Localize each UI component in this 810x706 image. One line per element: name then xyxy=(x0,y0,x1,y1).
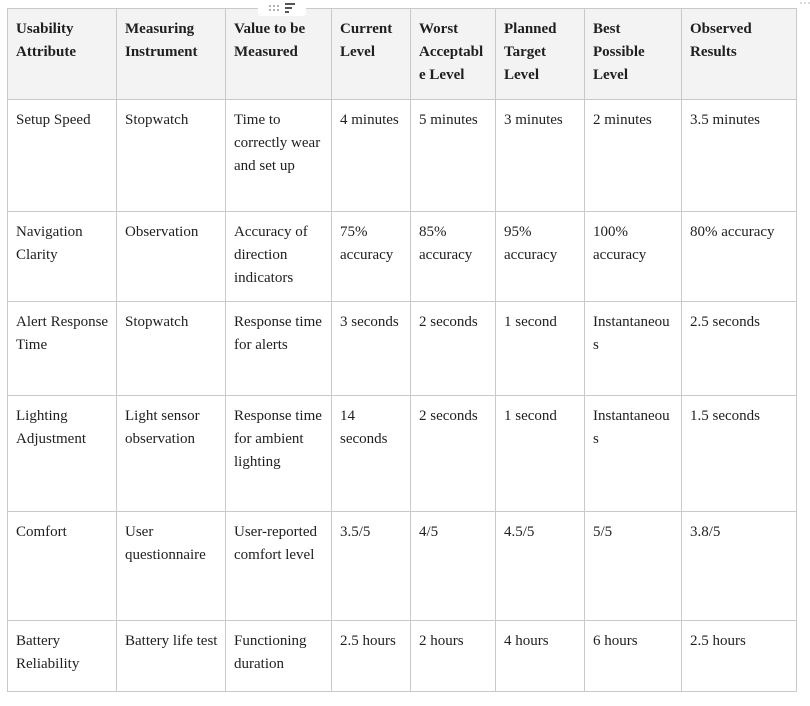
table-cell[interactable]: 3.5/5 xyxy=(332,512,411,621)
header-cell[interactable]: Planned Target Level xyxy=(496,9,585,100)
table-cell[interactable]: 85% accuracy xyxy=(411,212,496,302)
table-cell[interactable]: Comfort xyxy=(8,512,117,621)
table-cell[interactable]: 2.5 seconds xyxy=(682,302,797,396)
table-cell[interactable]: 2.5 hours xyxy=(682,621,797,692)
align-left-icon[interactable] xyxy=(285,3,295,13)
drag-dots-icon[interactable] xyxy=(269,5,279,11)
table-cell[interactable]: 100% accuracy xyxy=(585,212,682,302)
table-cell[interactable]: Stopwatch xyxy=(117,302,226,396)
header-cell[interactable]: Usability Attribute xyxy=(8,9,117,100)
table-cell[interactable]: Functioning duration xyxy=(226,621,332,692)
header-cell[interactable]: Worst Acceptable Level xyxy=(411,9,496,100)
table-cell[interactable]: 1.5 seconds xyxy=(682,396,797,512)
table-cell[interactable]: User questionnaire xyxy=(117,512,226,621)
header-cell[interactable]: Measuring Instrument xyxy=(117,9,226,100)
table-cell[interactable]: 95% accuracy xyxy=(496,212,585,302)
table-cell[interactable]: Setup Speed xyxy=(8,100,117,212)
table-cell[interactable]: Response time for ambient lighting xyxy=(226,396,332,512)
more-dots-icon[interactable] xyxy=(800,0,810,6)
header-cell[interactable]: Value to be Measured xyxy=(226,9,332,100)
table-row xyxy=(8,621,797,692)
table-cell[interactable]: 3 minutes xyxy=(496,100,585,212)
table-cell[interactable]: 2 hours xyxy=(411,621,496,692)
header-row xyxy=(8,9,797,100)
table-cell[interactable]: Battery life test xyxy=(117,621,226,692)
table-cell[interactable]: 3.8/5 xyxy=(682,512,797,621)
table-row xyxy=(8,396,797,512)
table-cell[interactable]: Battery Reliability xyxy=(8,621,117,692)
table-row xyxy=(8,212,797,302)
table-cell[interactable]: 5/5 xyxy=(585,512,682,621)
table-row xyxy=(8,302,797,396)
table-cell[interactable]: 1 second xyxy=(496,302,585,396)
table-cell[interactable]: 1 second xyxy=(496,396,585,512)
table-cell[interactable]: Instantaneous xyxy=(585,396,682,512)
table-cell[interactable]: 2 seconds xyxy=(411,396,496,512)
table-cell[interactable]: Time to correctly wear and set up xyxy=(226,100,332,212)
table-cell[interactable]: Accuracy of direction indicators xyxy=(226,212,332,302)
table-cell[interactable]: Stopwatch xyxy=(117,100,226,212)
table-cell[interactable]: Instantaneous xyxy=(585,302,682,396)
table-cell[interactable]: 3.5 minutes xyxy=(682,100,797,212)
table-cell[interactable]: Lighting Adjustment xyxy=(8,396,117,512)
header-cell[interactable]: Current Level xyxy=(332,9,411,100)
table-row xyxy=(8,100,797,212)
table-cell[interactable]: 80% accuracy xyxy=(682,212,797,302)
table-drag-handle[interactable] xyxy=(258,0,306,16)
table-cell[interactable]: 4 minutes xyxy=(332,100,411,212)
table-cell[interactable]: 2 minutes xyxy=(585,100,682,212)
table-row xyxy=(8,512,797,621)
table-cell[interactable]: 4 hours xyxy=(496,621,585,692)
header-cell[interactable]: Best Possible Level xyxy=(585,9,682,100)
header-cell[interactable]: Observed Results xyxy=(682,9,797,100)
table-cell[interactable]: 4/5 xyxy=(411,512,496,621)
table-cell[interactable]: Alert Response Time xyxy=(8,302,117,396)
table-cell[interactable]: 5 minutes xyxy=(411,100,496,212)
table-cell[interactable]: Light sensor observation xyxy=(117,396,226,512)
table-cell[interactable]: 2.5 hours xyxy=(332,621,411,692)
table-cell[interactable]: User-reported comfort level xyxy=(226,512,332,621)
table-cell[interactable]: 75% accuracy xyxy=(332,212,411,302)
table-cell[interactable]: 3 seconds xyxy=(332,302,411,396)
table-cell[interactable]: Response time for alerts xyxy=(226,302,332,396)
usability-table xyxy=(7,8,797,692)
table-cell[interactable]: 4.5/5 xyxy=(496,512,585,621)
table-cell[interactable]: 14 seconds xyxy=(332,396,411,512)
table-cell[interactable]: 2 seconds xyxy=(411,302,496,396)
table-cell[interactable]: Observation xyxy=(117,212,226,302)
table-cell[interactable]: 6 hours xyxy=(585,621,682,692)
table-cell[interactable]: Navigation Clarity xyxy=(8,212,117,302)
